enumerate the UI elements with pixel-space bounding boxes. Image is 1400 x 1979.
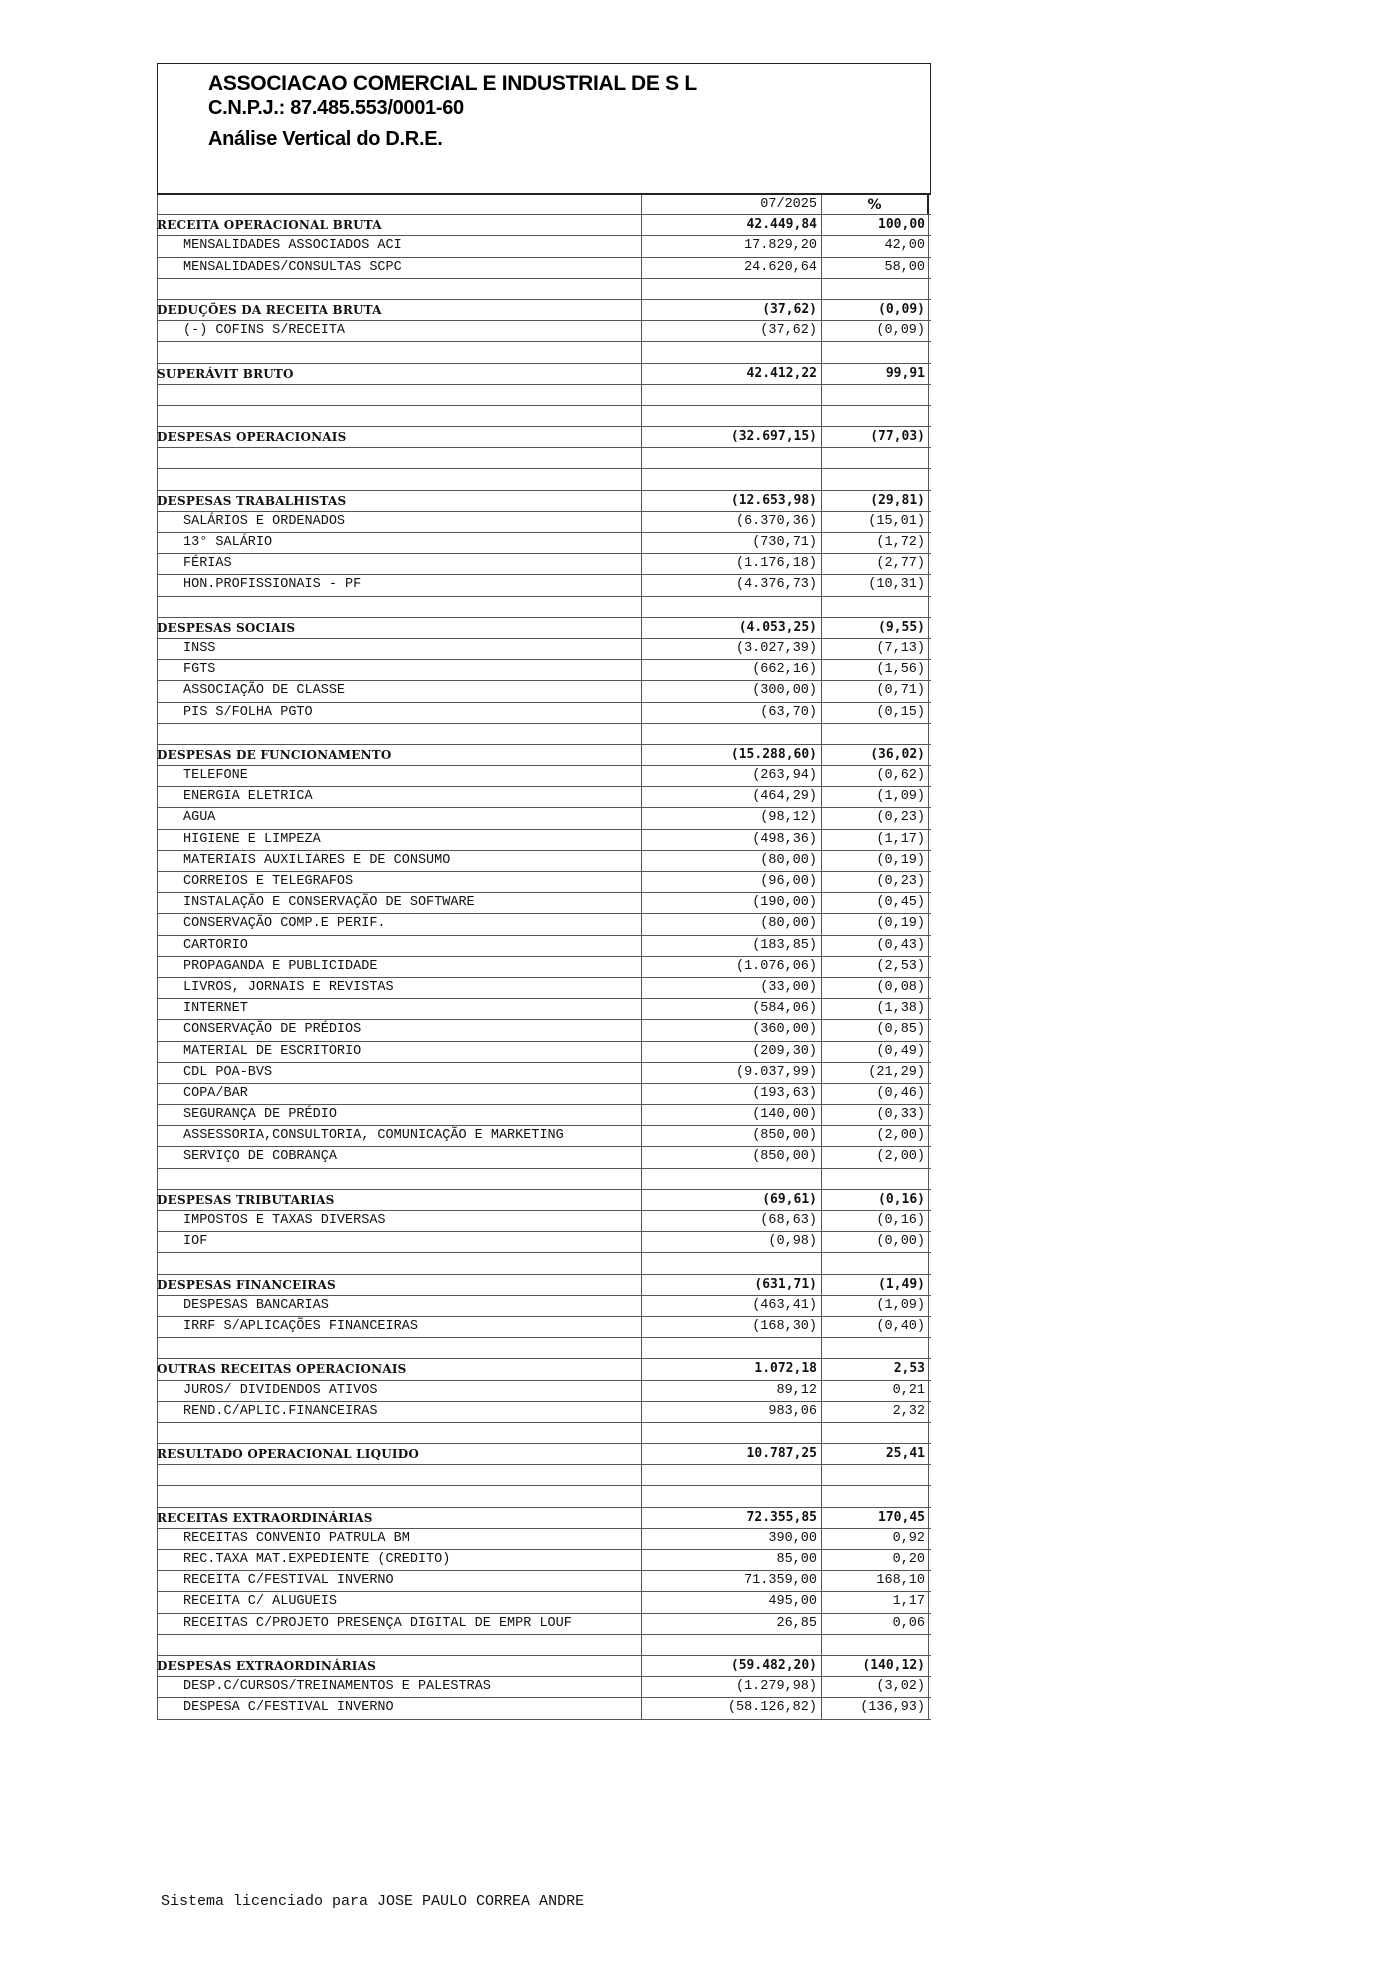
table-row (157, 936, 931, 957)
blank-row (157, 342, 931, 363)
row-value (641, 1465, 821, 1485)
row-value: (4.376,73) (641, 575, 821, 595)
row-percent: (3,02) (821, 1677, 929, 1697)
row-label: ASSOCIAÇÃO DE CLASSE (183, 683, 346, 699)
row-value: 983,06 (641, 1402, 821, 1422)
row-value: (190,00) (641, 893, 821, 913)
row-value: (80,00) (641, 914, 821, 934)
row-percent (821, 385, 929, 405)
percent-header: % (821, 195, 929, 214)
row-percent (821, 597, 929, 617)
row-percent (821, 1423, 929, 1443)
row-percent (821, 1338, 929, 1358)
table-row (157, 1211, 931, 1232)
row-label: REC.TAXA MAT.EXPEDIENTE (CREDITO) (183, 1552, 451, 1567)
row-value: (730,71) (641, 533, 821, 553)
row-label: PROPAGANDA E PUBLICIDADE (183, 958, 378, 974)
row-value: (631,71) (641, 1275, 821, 1295)
row-label: RECEITAS C/PROJETO PRESENÇA DIGITAL DE EMPR LOUF (183, 1615, 572, 1631)
row-value: (37,62) (641, 300, 821, 320)
row-value: (98,12) (641, 808, 821, 828)
row-value (641, 385, 821, 405)
row-value: 72.355,85 (641, 1508, 821, 1528)
row-label: ENERGIA ELETRICA (183, 789, 313, 805)
row-percent: 42,00 (821, 236, 929, 256)
table-row (157, 1592, 931, 1613)
row-label: MENSALIDADES ASSOCIADOS ACI (183, 238, 402, 254)
table-row (157, 1550, 931, 1571)
table-row (157, 978, 931, 999)
row-label: CDL POA-BVS (183, 1064, 273, 1080)
row-label: CARTORIO (183, 937, 248, 953)
row-percent: (0,62) (821, 766, 929, 786)
row-value: (140,00) (641, 1105, 821, 1125)
row-percent: 0,20 (821, 1550, 929, 1570)
row-label: DESP.C/CURSOS/TREINAMENTOS E PALESTRAS (183, 1679, 491, 1695)
row-value: (3.027,39) (641, 639, 821, 659)
row-label: DESPESAS TRIBUTARIAS (157, 1192, 335, 1207)
row-percent (821, 279, 929, 299)
row-value (641, 469, 821, 489)
table-row (157, 957, 931, 978)
row-value: 89,12 (641, 1381, 821, 1401)
row-value (641, 1253, 821, 1273)
row-label: TELEFONE (183, 768, 248, 784)
row-value: (662,16) (641, 660, 821, 680)
row-value: (32.697,15) (641, 427, 821, 447)
row-label: DESPESAS BANCARIAS (183, 1297, 329, 1313)
section-row (157, 300, 931, 321)
row-percent: (1,56) (821, 660, 929, 680)
row-value: (498,36) (641, 830, 821, 850)
row-value: (80,00) (641, 851, 821, 871)
row-label: COPA/BAR (183, 1085, 248, 1101)
row-label: CONSERVAÇÃO COMP.E PERIF. (183, 916, 386, 932)
row-percent (821, 406, 929, 426)
row-label: 13° SALÁRIO (183, 535, 273, 550)
row-percent (821, 1253, 929, 1273)
row-value (641, 1423, 821, 1443)
row-percent: 2,53 (821, 1359, 929, 1379)
row-percent: 168,10 (821, 1571, 929, 1591)
row-percent: (0,23) (821, 808, 929, 828)
row-value: (584,06) (641, 999, 821, 1019)
row-value (641, 1486, 821, 1506)
row-value: (360,00) (641, 1020, 821, 1040)
row-percent: (2,00) (821, 1126, 929, 1146)
row-percent: (0,00) (821, 1232, 929, 1252)
row-value: (69,61) (641, 1190, 821, 1210)
row-value: (37,62) (641, 321, 821, 341)
section-row (157, 364, 931, 385)
row-value: (63,70) (641, 703, 821, 723)
row-label: HIGIENE E LIMPEZA (183, 831, 321, 847)
row-label: FGTS (183, 662, 216, 678)
table-row (157, 787, 931, 808)
row-label: JUROS/ DIVIDENDOS ATIVOS (183, 1382, 378, 1398)
table-row (157, 1677, 931, 1698)
table-header-row (157, 194, 931, 215)
row-percent: 0,06 (821, 1614, 929, 1634)
row-percent (821, 1635, 929, 1655)
table-row (157, 872, 931, 893)
table-row (157, 681, 931, 702)
row-percent: 2,32 (821, 1402, 929, 1422)
row-value: 495,00 (641, 1592, 821, 1612)
row-label: DESPESAS EXTRAORDINÁRIAS (157, 1658, 376, 1673)
row-percent: 170,45 (821, 1508, 929, 1528)
cnpj-number: C.N.P.J.: 87.485.553/0001-60 (208, 97, 464, 119)
license-footer: Sistema licenciado para JOSE PAULO CORREA ANDRE (161, 1893, 585, 1910)
row-value: (1.076,06) (641, 957, 821, 977)
row-label: DESPESAS TRABALHISTAS (157, 493, 347, 508)
table-row (157, 766, 931, 787)
row-value: (209,30) (641, 1042, 821, 1062)
row-percent: (0,16) (821, 1190, 929, 1210)
table-row (157, 533, 931, 554)
row-value: 71.359,00 (641, 1571, 821, 1591)
row-label: CORREIOS E TELEGRAFOS (183, 874, 354, 889)
blank-row (157, 597, 931, 618)
row-percent: (0,45) (821, 893, 929, 913)
row-value (641, 342, 821, 362)
blank-row (157, 1169, 931, 1190)
row-label: ASSESSORIA,CONSULTORIA, COMUNICAÇÃO E MARKETING (183, 1128, 564, 1144)
section-row (157, 1656, 931, 1677)
row-label: RECEITA C/FESTIVAL INVERNO (183, 1573, 394, 1589)
row-percent: (21,29) (821, 1063, 929, 1083)
blank-row (157, 1338, 931, 1359)
table-row (157, 851, 931, 872)
blank-row (157, 385, 931, 406)
table-row (157, 236, 931, 257)
row-label: INSS (183, 640, 216, 656)
row-percent: 100,00 (821, 215, 929, 235)
blank-row (157, 1465, 931, 1486)
row-percent: (2,00) (821, 1147, 929, 1167)
row-percent: (0,33) (821, 1105, 929, 1125)
table-row (157, 639, 931, 660)
row-label: IRRF S/APLICAÇÕES FINANCEIRAS (183, 1318, 418, 1334)
row-label: FÉRIAS (183, 556, 232, 572)
row-label: SALÁRIOS E ORDENADOS (183, 513, 346, 529)
row-value: (0,98) (641, 1232, 821, 1252)
row-percent: (1,49) (821, 1275, 929, 1295)
table-row (157, 1042, 931, 1063)
row-label: DEDUÇÕES DA RECEITA BRUTA (157, 302, 382, 317)
table-row (157, 1232, 931, 1253)
section-row (157, 745, 931, 766)
table-row (157, 808, 931, 829)
section-row (157, 1508, 931, 1529)
row-value: 390,00 (641, 1529, 821, 1549)
row-label: OUTRAS RECEITAS OPERACIONAIS (157, 1362, 407, 1377)
section-row (157, 1275, 931, 1296)
row-label: DESPESAS FINANCEIRAS (157, 1277, 336, 1292)
row-percent (821, 448, 929, 468)
row-percent: (0,49) (821, 1042, 929, 1062)
table-row (157, 1381, 931, 1402)
row-value (641, 724, 821, 744)
row-label: INTERNET (183, 1001, 248, 1017)
table-row (157, 1063, 931, 1084)
table-row (157, 914, 931, 935)
section-row (157, 491, 931, 512)
row-percent: (29,81) (821, 491, 929, 511)
table-row (157, 554, 931, 575)
row-value: (850,00) (641, 1126, 821, 1146)
row-percent: (9,55) (821, 618, 929, 638)
table-row (157, 1529, 931, 1550)
dre-table (157, 194, 931, 1720)
report-header (157, 63, 931, 194)
blank-row (157, 1635, 931, 1656)
row-label: DESPESAS SOCIAIS (157, 620, 296, 635)
table-row (157, 1105, 931, 1126)
table-row (157, 1317, 931, 1338)
row-value: (33,00) (641, 978, 821, 998)
table-row (157, 321, 931, 342)
report-title: Análise Vertical do D.R.E. (208, 128, 443, 150)
row-value (641, 597, 821, 617)
section-row (157, 427, 931, 448)
row-label: INSTALAÇÃO E CONSERVAÇÃO DE SOFTWARE (183, 895, 475, 911)
row-value: (6.370,36) (641, 512, 821, 532)
row-percent: (2,77) (821, 554, 929, 574)
row-percent: (0,19) (821, 851, 929, 871)
row-value: (4.053,25) (641, 618, 821, 638)
row-value: (1.279,98) (641, 1677, 821, 1697)
row-value (641, 1169, 821, 1189)
row-percent: (0,71) (821, 681, 929, 701)
row-label: RECEITAS EXTRAORDINÁRIAS (157, 1510, 373, 1525)
row-percent: (0,09) (821, 321, 929, 341)
row-percent (821, 342, 929, 362)
row-percent: (0,09) (821, 300, 929, 320)
row-percent: (0,19) (821, 914, 929, 934)
row-percent: (77,03) (821, 427, 929, 447)
row-value: 17.829,20 (641, 236, 821, 256)
table-row (157, 1698, 931, 1719)
row-label: RECEITA C/ ALUGUEIS (183, 1594, 337, 1610)
row-label: RESULTADO OPERACIONAL LIQUIDO (157, 1447, 419, 1462)
row-percent (821, 469, 929, 489)
row-value: (183,85) (641, 936, 821, 956)
table-row (157, 1020, 931, 1041)
row-percent: (0,08) (821, 978, 929, 998)
row-label: MATERIAIS AUXILIARES E DE CONSUMO (183, 852, 451, 868)
row-percent: (1,17) (821, 830, 929, 850)
row-label: SUPERÁVIT BRUTO (157, 366, 294, 381)
table-row (157, 893, 931, 914)
blank-row (157, 1253, 931, 1274)
row-percent: 99,91 (821, 364, 929, 384)
table-body (157, 215, 931, 1719)
row-percent: (1,09) (821, 1296, 929, 1316)
row-label: MATERIAL DE ESCRITORIO (183, 1043, 362, 1059)
row-label: SERVIÇO DE COBRANÇA (183, 1149, 337, 1165)
row-percent: 25,41 (821, 1444, 929, 1464)
row-percent: (0,46) (821, 1084, 929, 1104)
row-value (641, 279, 821, 299)
table-row (157, 1614, 931, 1635)
row-percent: (0,15) (821, 703, 929, 723)
row-percent: (0,23) (821, 872, 929, 892)
row-percent (821, 1465, 929, 1485)
row-percent: (36,02) (821, 745, 929, 765)
row-percent: (0,85) (821, 1020, 929, 1040)
row-value: (12.653,98) (641, 491, 821, 511)
section-row (157, 215, 931, 236)
row-value: (58.126,82) (641, 1698, 821, 1718)
row-label: MENSALIDADES/CONSULTAS SCPC (183, 259, 402, 275)
row-value (641, 406, 821, 426)
row-value: (464,29) (641, 787, 821, 807)
row-percent: (136,93) (821, 1698, 929, 1718)
row-percent (821, 724, 929, 744)
row-value: (300,00) (641, 681, 821, 701)
row-percent: (7,13) (821, 639, 929, 659)
blank-row (157, 448, 931, 469)
row-percent: (1,38) (821, 999, 929, 1019)
row-value: (9.037,99) (641, 1063, 821, 1083)
row-value: (15.288,60) (641, 745, 821, 765)
table-row (157, 660, 931, 681)
row-value: (96,00) (641, 872, 821, 892)
row-percent (821, 1169, 929, 1189)
row-percent: 58,00 (821, 258, 929, 278)
table-row (157, 1571, 931, 1592)
row-value: 42.449,84 (641, 215, 821, 235)
row-percent: 1,17 (821, 1592, 929, 1612)
row-label: PIS S/FOLHA PGTO (183, 704, 313, 720)
row-percent: 0,92 (821, 1529, 929, 1549)
row-label: IOF (183, 1234, 208, 1250)
period-header: 07/2025 (641, 195, 821, 214)
row-value (641, 1635, 821, 1655)
organization-name: ASSOCIACAO COMERCIAL E INDUSTRIAL DE S L (208, 72, 697, 95)
row-percent: (0,43) (821, 936, 929, 956)
table-row (157, 1126, 931, 1147)
row-label: RECEITAS CONVENIO PATRULA BM (183, 1530, 410, 1546)
table-row (157, 512, 931, 533)
row-value: 1.072,18 (641, 1359, 821, 1379)
blank-row (157, 724, 931, 745)
row-value: (263,94) (641, 766, 821, 786)
row-label: REND.C/APLIC.FINANCEIRAS (183, 1403, 378, 1419)
row-label: AGUA (183, 810, 216, 826)
row-percent: (0,16) (821, 1211, 929, 1231)
row-value: (59.482,20) (641, 1656, 821, 1676)
section-row (157, 1190, 931, 1211)
row-label: LIVROS, JORNAIS E REVISTAS (183, 979, 394, 995)
row-value: 42.412,22 (641, 364, 821, 384)
row-value: (168,30) (641, 1317, 821, 1337)
section-row (157, 1444, 931, 1465)
row-percent: (140,12) (821, 1656, 929, 1676)
table-row (157, 258, 931, 279)
table-row (157, 1147, 931, 1168)
row-value: (193,63) (641, 1084, 821, 1104)
blank-row (157, 1423, 931, 1444)
row-percent (821, 1486, 929, 1506)
row-value: 10.787,25 (641, 1444, 821, 1464)
row-label: IMPOSTOS E TAXAS DIVERSAS (183, 1213, 386, 1228)
table-row (157, 1296, 931, 1317)
table-row (157, 999, 931, 1020)
row-percent: (0,40) (821, 1317, 929, 1337)
section-row (157, 1359, 931, 1380)
row-label: RECEITA OPERACIONAL BRUTA (157, 218, 382, 233)
row-value: (68,63) (641, 1211, 821, 1231)
row-label: CONSERVAÇÃO DE PRÉDIOS (183, 1022, 362, 1038)
row-label: DESPESA C/FESTIVAL INVERNO (183, 1700, 394, 1716)
row-percent: (10,31) (821, 575, 929, 595)
row-value (641, 448, 821, 468)
row-value: (463,41) (641, 1296, 821, 1316)
row-value: (850,00) (641, 1147, 821, 1167)
row-percent: (1,09) (821, 787, 929, 807)
blank-row (157, 1486, 931, 1507)
row-label: HON.PROFISSIONAIS - PF (183, 577, 362, 593)
row-percent: (2,53) (821, 957, 929, 977)
row-label: DESPESAS OPERACIONAIS (157, 430, 347, 445)
row-label: (-) COFINS S/RECEITA (183, 323, 346, 339)
table-row (157, 830, 931, 851)
row-value (641, 1338, 821, 1358)
row-value: (1.176,18) (641, 554, 821, 574)
row-percent: (15,01) (821, 512, 929, 532)
row-value: 24.620,64 (641, 258, 821, 278)
row-value: 26,85 (641, 1614, 821, 1634)
section-row (157, 618, 931, 639)
table-row (157, 703, 931, 724)
row-label: SEGURANÇA DE PRÉDIO (183, 1107, 337, 1123)
row-percent: (1,72) (821, 533, 929, 553)
table-row (157, 575, 931, 596)
blank-row (157, 279, 931, 300)
row-percent: 0,21 (821, 1381, 929, 1401)
row-value: 85,00 (641, 1550, 821, 1570)
table-row (157, 1084, 931, 1105)
table-row (157, 1402, 931, 1423)
blank-row (157, 469, 931, 490)
row-label: DESPESAS DE FUNCIONAMENTO (157, 747, 392, 762)
blank-row (157, 406, 931, 427)
